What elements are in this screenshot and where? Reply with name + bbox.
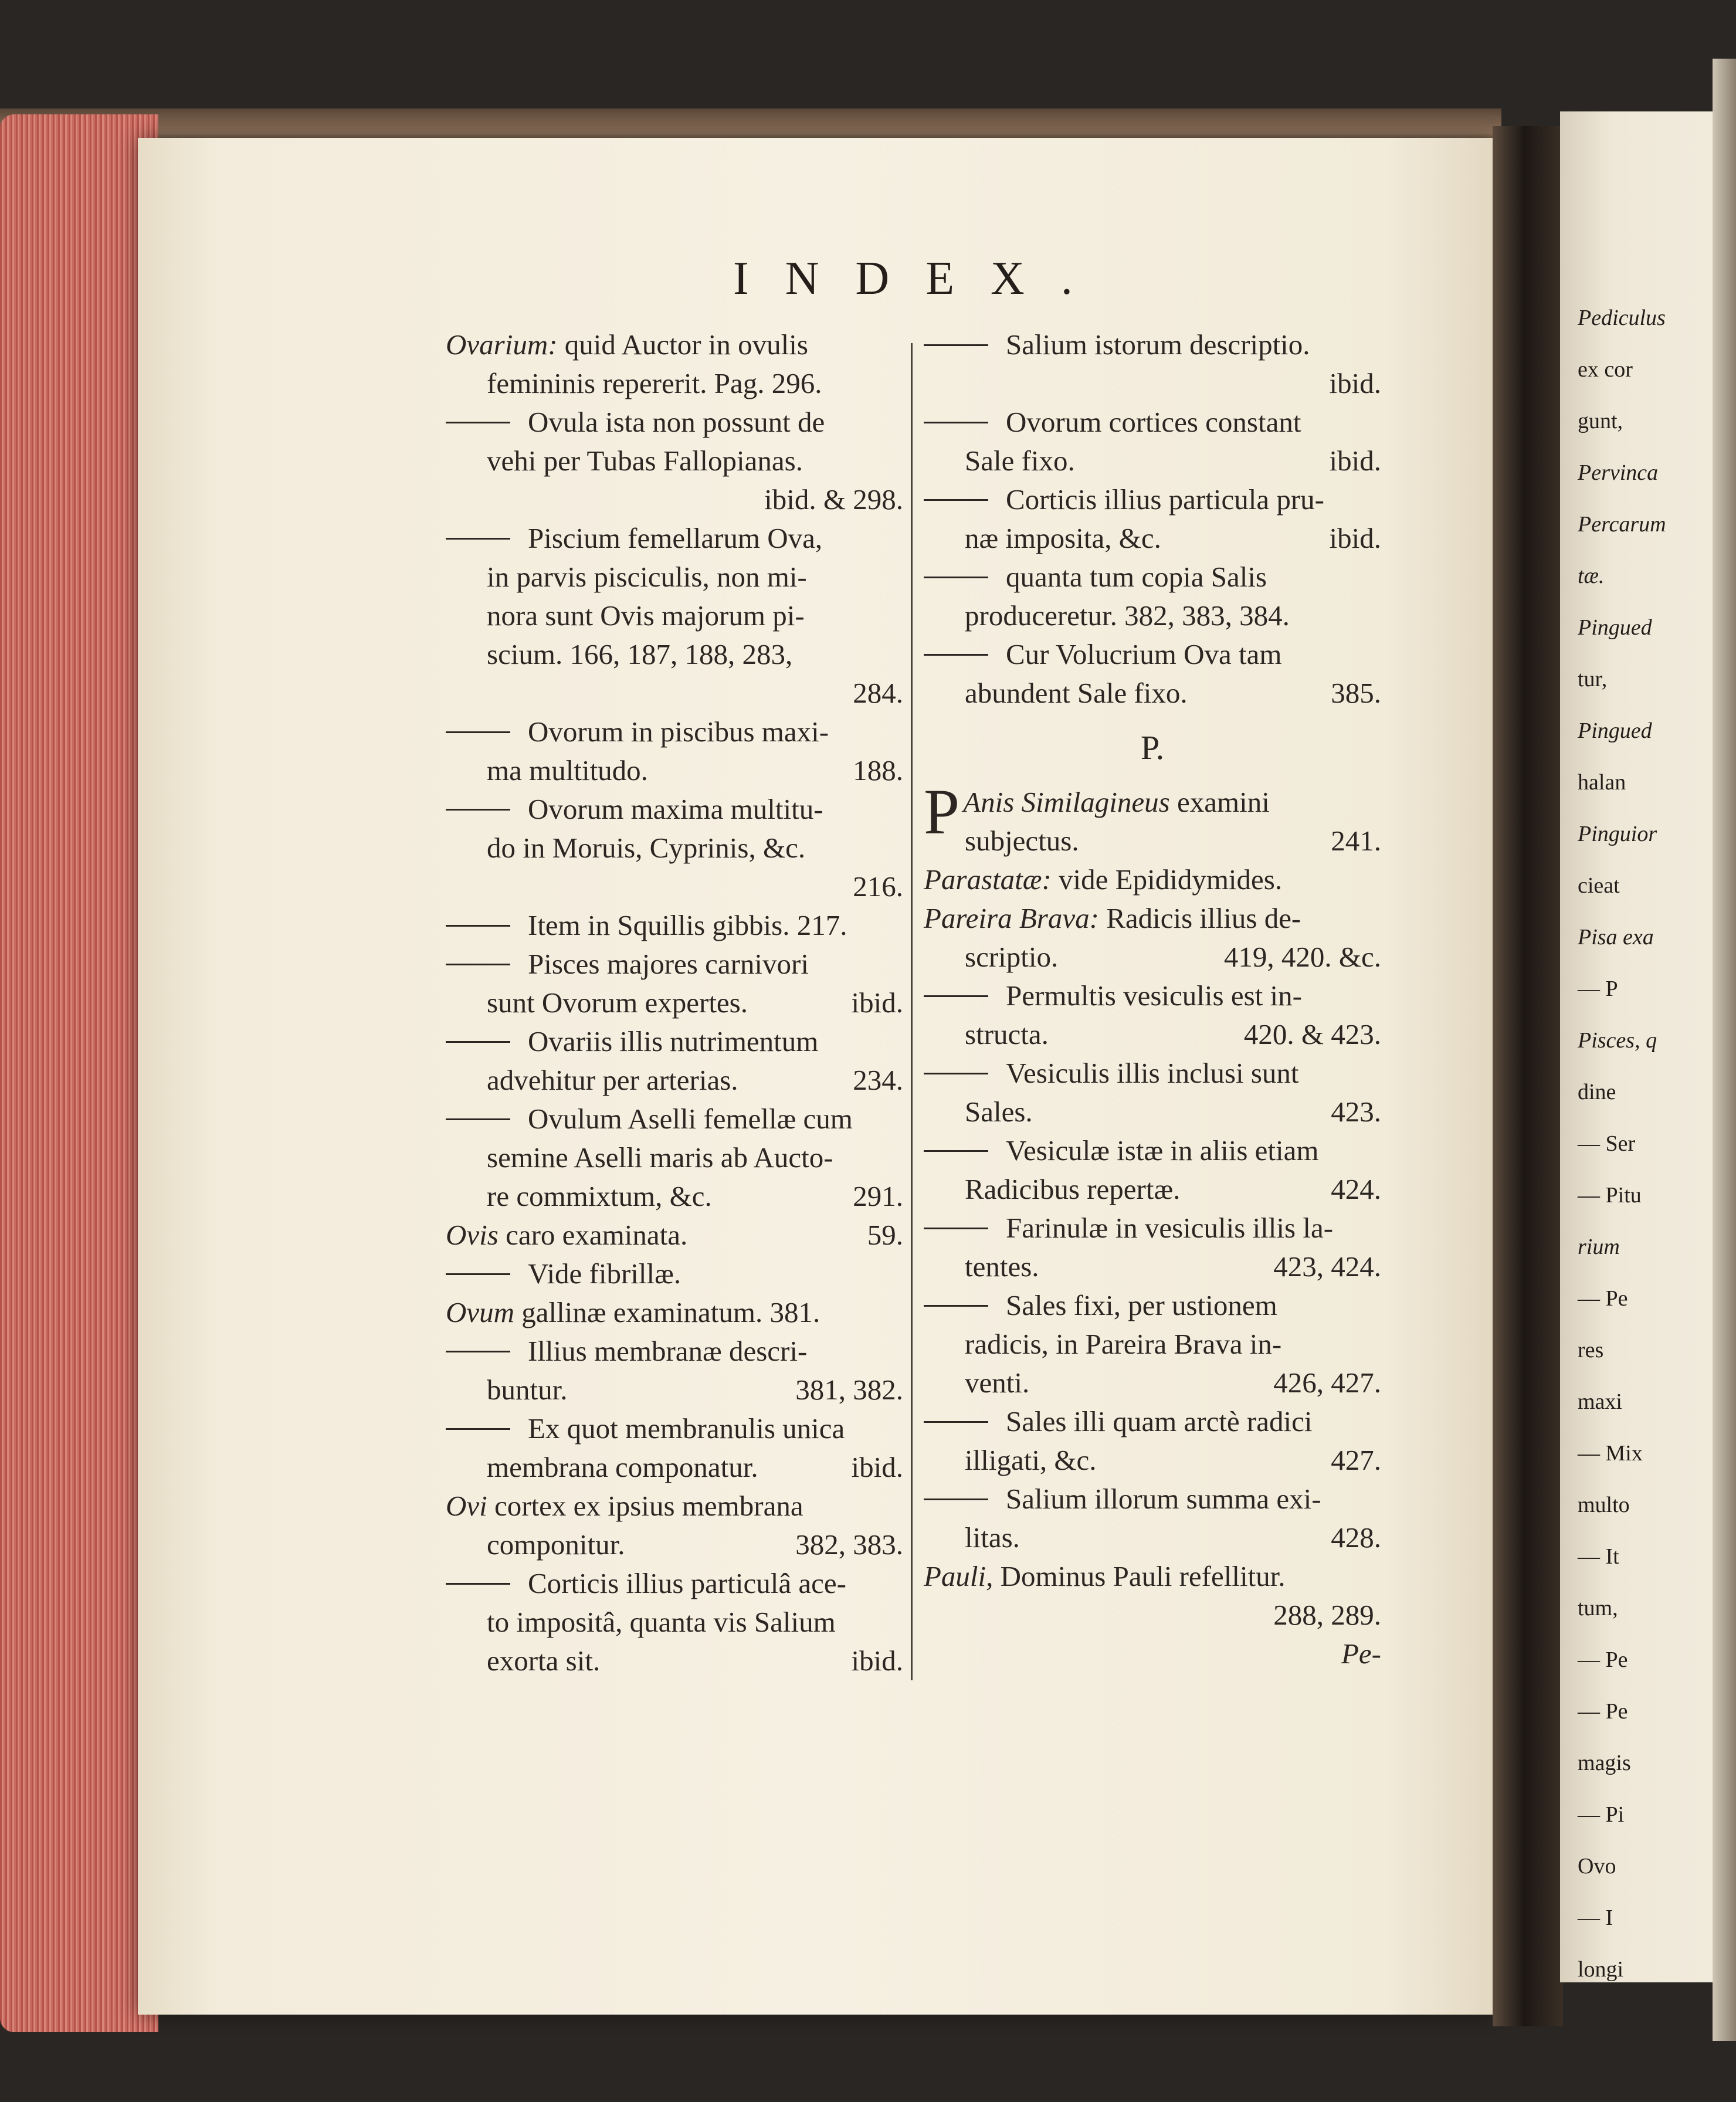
index-line	[446, 1409, 903, 1448]
page-reference: 234.	[853, 1064, 903, 1096]
dash-rule	[924, 995, 988, 997]
page-reference: ibid. & 298.	[764, 483, 903, 516]
index-line	[446, 403, 903, 442]
drop-cap: P	[924, 776, 960, 847]
entry-text: Ovula ista non possunt de	[528, 406, 825, 438]
page-reference: ibid.	[851, 986, 903, 1019]
entry-text: Ovulum Aselli femellæ cum	[528, 1103, 853, 1135]
page-reference: 216.	[853, 870, 903, 903]
index-line	[924, 822, 1381, 860]
page-reference: 423.	[1331, 1096, 1381, 1128]
headword: Pauli,	[924, 1560, 994, 1592]
entry-text: venti.	[965, 1367, 1030, 1399]
index-line	[924, 596, 1381, 635]
dash-rule	[446, 809, 510, 811]
entry-text: scium. 166, 187, 188, 283,	[487, 638, 793, 670]
dash-rule	[446, 925, 510, 927]
entry-text: tentes.	[965, 1250, 1039, 1283]
index-line	[924, 860, 1381, 899]
page-reference: ibid.	[851, 1451, 903, 1483]
dash-rule	[924, 1421, 988, 1423]
page-reference: 428.	[1331, 1521, 1381, 1554]
index-line	[924, 1480, 1381, 1518]
index-line	[446, 1255, 903, 1293]
index-line	[924, 1441, 1381, 1480]
facing-page-text: magis	[1578, 1751, 1631, 1775]
entry-text: membrana componatur.	[487, 1451, 758, 1483]
facing-page-text: Pisces, q	[1578, 1028, 1657, 1053]
index-line	[446, 1216, 903, 1255]
index-line	[446, 1100, 903, 1138]
index-line	[924, 977, 1381, 1015]
index-line	[446, 1448, 903, 1487]
index-line	[446, 480, 903, 519]
entry-text: Piscium femellarum Ova,	[528, 522, 823, 554]
facing-page-text: res	[1578, 1338, 1604, 1362]
page-reference: ibid.	[1329, 367, 1381, 399]
entry-text: Salium illorum summa exi-	[1006, 1483, 1321, 1515]
index-line	[446, 364, 903, 403]
entry-text: Radicibus repertæ.	[965, 1173, 1181, 1205]
facing-page-text: — Mix	[1578, 1441, 1643, 1466]
entry-text: Corticis illius particulâ ace-	[528, 1567, 846, 1599]
entry-text: Corticis illius particula pru-	[1006, 483, 1324, 516]
entry-text: vehi per Tubas Fallopianas.	[487, 445, 803, 477]
facing-page-text: rium	[1578, 1235, 1620, 1259]
entry-text: Sales fixi, per ustionem	[1006, 1289, 1277, 1321]
page-reference: 419, 420. &c.	[1223, 941, 1381, 973]
dash-rule	[924, 499, 988, 501]
entry-text: illigati, &c.	[965, 1444, 1097, 1476]
entry-text: Radicis illius de-	[1106, 902, 1301, 934]
entry-text: cortex ex ipsius membrana	[494, 1490, 803, 1522]
index-line	[924, 1015, 1381, 1054]
index-line	[924, 1402, 1381, 1441]
index-line	[446, 867, 903, 906]
entry-text: do in Moruis, Cyprinis, &c.	[487, 832, 806, 864]
facing-page-text: Pingued	[1578, 615, 1652, 640]
facing-page-text: — P	[1578, 977, 1618, 1001]
headword: Pareira Brava:	[924, 902, 1099, 934]
facing-page-text: dine	[1578, 1080, 1616, 1104]
entry-text: componitur.	[487, 1528, 625, 1561]
dash-rule	[446, 1351, 510, 1352]
index-line	[924, 1209, 1381, 1247]
entry-text: in parvis pisciculis, non mi-	[487, 561, 807, 593]
column-divider	[911, 343, 913, 1680]
index-line	[446, 906, 903, 945]
page-reference: 288, 289.	[1273, 1599, 1381, 1631]
entry-text: subjectus.	[965, 825, 1079, 857]
index-line	[446, 984, 903, 1022]
facing-page-text: — It	[1578, 1544, 1619, 1569]
index-line	[446, 1061, 903, 1100]
headword: Ovis	[446, 1219, 499, 1251]
dash-rule	[924, 1073, 988, 1074]
index-line	[446, 829, 903, 867]
page-reference: 284.	[853, 677, 903, 709]
dash-rule	[924, 422, 988, 423]
page-reference: 385.	[1331, 677, 1381, 709]
facing-page-text: longi	[1578, 1957, 1624, 1982]
entry-text: vide Epididymides.	[1059, 863, 1283, 896]
facing-page-text: — Pe	[1578, 1699, 1628, 1724]
facing-page-text: — Pe	[1578, 1647, 1628, 1672]
dash-rule	[446, 964, 510, 965]
index-line	[924, 899, 1381, 938]
entry-text: scriptio.	[965, 941, 1059, 973]
entry-text: ma multitudo.	[487, 754, 648, 786]
dash-rule	[924, 577, 988, 578]
section-letter: P.	[1140, 728, 1165, 767]
page-reference: 291.	[853, 1180, 903, 1212]
headword: Parastatæ:	[924, 863, 1052, 896]
headword: Ovarium:	[446, 328, 558, 361]
dash-rule	[924, 654, 988, 656]
entry-text: semine Aselli maris ab Aucto-	[487, 1141, 833, 1174]
facing-page-text: halan	[1578, 770, 1626, 795]
entry-text: Ovorum maxima multitu-	[528, 793, 823, 825]
index-line	[446, 1022, 903, 1061]
entry-text: abundent Sale fixo.	[965, 677, 1188, 709]
entry-text: produceretur. 382, 383, 384.	[965, 599, 1290, 632]
index-line	[924, 1170, 1381, 1209]
index-line	[446, 751, 903, 790]
page-reference: ibid.	[1329, 445, 1381, 477]
entry-text: Vide fibrillæ.	[528, 1257, 681, 1290]
entry-text: examini	[1176, 786, 1270, 818]
entry-text: sunt Ovorum expertes.	[487, 986, 748, 1019]
facing-page-text: Pervinca	[1578, 460, 1659, 485]
page-reference: 381, 382.	[795, 1374, 903, 1406]
facing-page-text: multo	[1578, 1493, 1630, 1517]
facing-page-fragment	[1560, 111, 1736, 1982]
dash-rule	[446, 1273, 510, 1275]
index-line	[446, 1487, 903, 1525]
entry-text: structa.	[965, 1018, 1049, 1050]
catchword: Pe-	[1341, 1637, 1381, 1670]
entry-text: Sale fixo.	[965, 445, 1075, 477]
dash-rule	[446, 422, 510, 423]
page-reference: 188.	[853, 754, 903, 786]
page-reference: ibid.	[1329, 522, 1381, 554]
headword: Ovum	[446, 1296, 515, 1328]
facing-page-text: ex cor	[1578, 357, 1633, 382]
index-line	[924, 1325, 1381, 1364]
facing-page-text: gunt,	[1578, 409, 1623, 433]
entry-text: Farinulæ in vesiculis illis la-	[1006, 1212, 1334, 1244]
entry-text: femininis repererit. Pag. 296.	[487, 367, 822, 399]
entry-text: Item in Squillis gibbis. 217.	[528, 909, 847, 941]
index-entries-p	[924, 776, 1381, 1635]
entry-text: buntur.	[487, 1374, 568, 1406]
index-line	[924, 364, 1381, 403]
facing-page-text: tæ.	[1578, 564, 1605, 588]
entry-text: Vesiculis illis inclusi sunt	[1006, 1057, 1299, 1089]
entry-text: Cur Volucrium Ova tam	[1006, 638, 1282, 670]
entry-text: Salium istorum descriptio.	[1006, 328, 1310, 361]
facing-page-text: — Pitu	[1578, 1183, 1642, 1208]
index-line	[446, 1371, 903, 1409]
page-header: INDEX.	[733, 253, 1109, 304]
index-line	[924, 326, 1381, 364]
facing-page-text: — Ser	[1578, 1131, 1636, 1156]
index-line	[924, 1131, 1381, 1170]
index-line	[924, 1054, 1381, 1093]
entry-text: litas.	[965, 1521, 1020, 1554]
entry-text: Ovorum cortices constant	[1006, 406, 1301, 438]
page-reference: 59.	[867, 1219, 903, 1251]
page-reference: 382, 383.	[795, 1528, 903, 1561]
facing-page-text: Pingued	[1578, 718, 1652, 743]
index-line	[446, 635, 903, 674]
entry-text: Illius membranæ descri-	[528, 1335, 808, 1367]
index-line	[446, 519, 903, 558]
dash-rule	[446, 731, 510, 733]
entry-text: Pisces majores carnivori	[528, 948, 809, 980]
index-line	[924, 1518, 1381, 1557]
index-line	[924, 442, 1381, 480]
index-column-left	[446, 326, 903, 1680]
entry-text: radicis, in Pareira Brava in-	[965, 1328, 1282, 1360]
entry-text: advehitur per arterias.	[487, 1064, 738, 1096]
index-line	[446, 945, 903, 984]
page-reference: 424.	[1331, 1173, 1381, 1205]
entry-text: caro examinata.	[506, 1219, 688, 1251]
facing-page-text: — Pi	[1578, 1802, 1625, 1827]
index-line	[446, 790, 903, 829]
entry-text: Sales.	[965, 1096, 1033, 1128]
headword: Anis Similagineus	[963, 786, 1170, 818]
page-reference: 427.	[1331, 1444, 1381, 1476]
facing-page-text: Ovo	[1578, 1854, 1616, 1879]
index-line	[446, 1642, 903, 1680]
entry-text: to impositâ, quanta vis Salium	[487, 1606, 836, 1638]
dash-rule	[446, 1428, 510, 1430]
index-line	[446, 1525, 903, 1564]
entry-text: Sales illi quam arctè radici	[1006, 1405, 1313, 1438]
index-line	[924, 519, 1381, 558]
index-column-right	[924, 326, 1381, 1673]
index-line	[446, 596, 903, 635]
index-line	[446, 442, 903, 480]
index-line	[924, 1596, 1381, 1635]
index-line	[446, 558, 903, 596]
headword: Ovi	[446, 1490, 487, 1522]
page-reference: 241.	[1331, 825, 1381, 857]
page-edge-right	[1713, 59, 1736, 2041]
entry-text: gallinæ examinatum. 381.	[521, 1296, 820, 1328]
dash-rule	[446, 1583, 510, 1585]
index-line	[446, 1138, 903, 1177]
page-edge-red	[0, 114, 158, 2032]
index-line	[446, 1564, 903, 1603]
index-line	[924, 403, 1381, 442]
entry-text: quanta tum copia Salis	[1006, 561, 1267, 593]
index-line	[924, 1364, 1381, 1402]
entry-text: Ovariis illis nutrimentum	[528, 1025, 819, 1057]
index-line	[924, 1247, 1381, 1286]
entry-text: næ imposita, &c.	[965, 522, 1161, 554]
index-line	[924, 1286, 1381, 1325]
entry-text: re commixtum, &c.	[487, 1180, 712, 1212]
index-line	[924, 938, 1381, 977]
index-line	[446, 674, 903, 713]
dash-rule	[446, 1041, 510, 1043]
index-line	[446, 326, 903, 364]
dash-rule	[446, 1118, 510, 1120]
index-line	[924, 635, 1381, 674]
facing-page-text: Pinguior	[1578, 822, 1657, 846]
index-line	[446, 1177, 903, 1216]
index-line	[924, 558, 1381, 596]
index-line	[446, 713, 903, 751]
entry-text: Permultis vesiculis est in-	[1006, 979, 1302, 1012]
index-line	[924, 480, 1381, 519]
index-line	[924, 1557, 1381, 1596]
facing-page-text: — Pe	[1578, 1286, 1628, 1311]
dash-rule	[924, 1228, 988, 1229]
entry-text: Dominus Pauli refellitur.	[1000, 1560, 1286, 1592]
page-reference: ibid.	[851, 1645, 903, 1677]
index-line	[446, 1332, 903, 1371]
catchword-line	[924, 1635, 1381, 1673]
page-reference: 426, 427.	[1273, 1367, 1381, 1399]
entry-text: Ex quot membranulis unica	[528, 1412, 845, 1445]
index-line	[924, 674, 1381, 713]
facing-page-text: — I	[1578, 1906, 1613, 1930]
dash-rule	[924, 1498, 988, 1500]
facing-page-text: maxi	[1578, 1389, 1622, 1414]
entry-text: exorta sit.	[487, 1645, 601, 1677]
facing-page-text: cieat	[1578, 873, 1620, 898]
index-line	[446, 1603, 903, 1642]
entry-text: Ovorum in piscibus maxi-	[528, 716, 829, 748]
page-reference: 423, 424.	[1273, 1250, 1381, 1283]
dash-rule	[924, 1305, 988, 1307]
dash-rule	[924, 344, 988, 346]
page-reference: 420. & 423.	[1243, 1018, 1381, 1050]
entry-text: Vesiculæ istæ in aliis etiam	[1006, 1134, 1319, 1167]
facing-page-text: Percarum	[1578, 512, 1666, 537]
index-line	[446, 1293, 903, 1332]
facing-page-text: tum,	[1578, 1596, 1618, 1620]
entry-text: nora sunt Ovis majorum pi-	[487, 599, 805, 632]
dash-rule	[924, 1150, 988, 1152]
facing-page-text: tur,	[1578, 667, 1608, 691]
entry-text: quid Auctor in ovulis	[564, 328, 808, 361]
dash-rule	[446, 538, 510, 540]
index-entries-o	[924, 326, 1381, 713]
book-gutter	[1493, 126, 1563, 2026]
index-line	[924, 1093, 1381, 1131]
facing-page-text: Pediculus	[1578, 306, 1666, 330]
facing-page-text: Pisa exa	[1578, 925, 1654, 950]
